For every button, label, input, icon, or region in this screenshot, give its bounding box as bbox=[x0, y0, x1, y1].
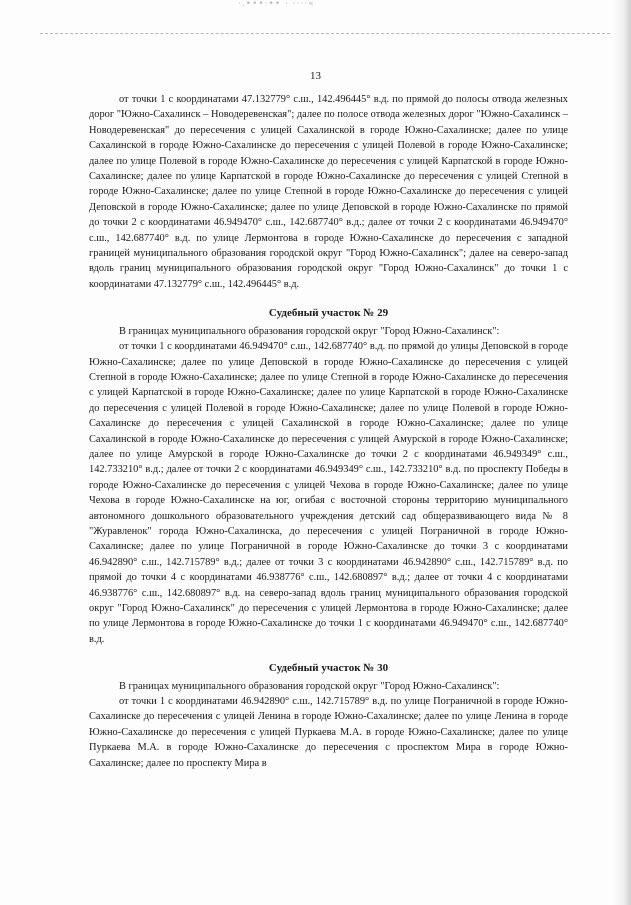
document-body bbox=[89, 92, 568, 771]
section-title-30: Судебный участок № 30 bbox=[268, 662, 389, 675]
paragraph-continued-28: от точки 1 с координатами 47.132779° с.ш., 142.496445° в.д. по прямой до полосы отвода железных дорог "Южно-Сахалинск – Новодеревенская"; далее по полосе отвода железных дорог "Южно-Сахалинск – Новодеревенская" до пересечения с улицей Сахалинской в городе Южно-Сахалинске; далее по улице Сахалинской в городе Южно-Сахалинске до пересечения с улицей Полевой в городе Южно-Сахалинске; далее по улице Полевой в городе Южно-Сахалинске до пересечения с улицей Карпатской в городе Южно-Сахалинске; далее по улице Карпатской в городе Южно-Сахалинске до пересечения с улицей Степной в городе Южно-Сахалинске; далее по улице Степной в городе Южно-Сахалинске до пересечения с улицей Деповской в городе Южно-Сахалинске; далее по улице Деповской в городе Южно-Сахалинске по прямой до точки 2 с координатами 46.949470° с.ш., 142.687740° в.д.; далее от точки 2 с координатами 46.949470° с.ш., 142.687740° в.д. по улице Лермонтова в городе Южно-Сахалинске до пересечения с западной границей муниципального образования городской округ "Город Южно-Сахалинск"; далее на северо-запад вдоль границ муниципального образования городской округ "Город Южно-Сахалинск" до точки 1 с координатами 47.132779° с.ш., 142.496445° в.д. bbox=[89, 94, 568, 290]
section-title-29: Судебный участок № 29 bbox=[268, 307, 389, 320]
scan-shadow-edge bbox=[613, 0, 631, 905]
scan-fold-line bbox=[40, 33, 610, 34]
scan-artifact: ·.•••·•• · ····« bbox=[238, 0, 315, 9]
paragraph-29: от точки 1 с координатами 46.949470° с.ш., 142.687740° в.д. по прямой до улицы Деповской в городе Южно-Сахалинске; далее по улице Деповской в городе Южно-Сахалинске до пересечения с улицей Степной в городе Южно-Сахалинске; далее по улице Степной в городе Южно-Сахалинске до пересечения с улицей Карпатской в городе Южно-Сахалинске; далее по улице Карпатской в городе Южно-Сахалинске до пересечения с улицей Полевой в городе Южно-Сахалинске; далее по улице Полевой в городе Южно-Сахалинске до пересечения с улицей Сахалинской в городе Южно-Сахалинске; далее по улице Сахалинской в городе Южно-Сахалинске до пересечения с улицей Амурской в городе Южно-Сахалинске; далее по улице Амурской в городе Южно-Сахалинске до точки 2 с координатами 46.949349° с.ш., 142.733210° в.д.; далее от точки 2 с координатами 46.949349° с.ш., 142.733210° в.д. по проспекту Победы в городе Южно-Сахалинске до пересечения с улицей Чехова в городе Южно-Сахалинске; далее по улице Чехова в городе Южно-Сахалинске на юг, огибая с восточной стороны территорию муниципального автономного дошкольного образовательного учреждения детский сад общеразвивающего вида № 8 "Журавленок" города Южно-Сахалинска, до пересечения с улицей Пограничной в городе Южно-Сахалинске; далее по улице Пограничной в городе Южно-Сахалинске до точки 3 с координатами 46.942890° с.ш., 142.715789° в.д.; далее от точки 3 с координатами 46.942890° с.ш., 142.715789° в.д. по прямой до точки 4 с координатами 46.938776° с.ш., 142.680897° в.д.; далее от точки 4 с координатами 46.938776° с.ш., 142.680897° в.д. на северо-запад вдоль границ муниципального образования городской округ "Город Южно-Сахалинск" до пересечения с улицей Лермонтова в городе Южно-Сахалинске; далее по улице Лермонтова в городе Южно-Сахалинске до точки 1 с координатами 46.949470° с.ш., 142.687740° в.д. bbox=[89, 341, 568, 645]
paragraph-30: от точки 1 с координатами 46.942890° с.ш., 142.715789° в.д. по улице Пограничной в городе Южно-Сахалинске до пересечения с улицей Ленина в городе Южно-Сахалинске; далее по улице Ленина в городе Южно-Сахалинске до пересечения с улицей Пуркаева М.А. в городе Южно-Сахалинске; далее по улице Пуркаева М.А. в городе Южно-Сахалинске до пересечения с проспектом Мира в городе Южно-Сахалинске; далее по проспекту Мира в bbox=[89, 696, 568, 769]
section-intro-29: В границах муниципального образования городской округ "Город Южно-Сахалинск": bbox=[119, 325, 500, 337]
page-number: 13 bbox=[310, 70, 321, 82]
section-intro-30: В границах муниципального образования городской округ "Город Южно-Сахалинск": bbox=[119, 680, 500, 692]
